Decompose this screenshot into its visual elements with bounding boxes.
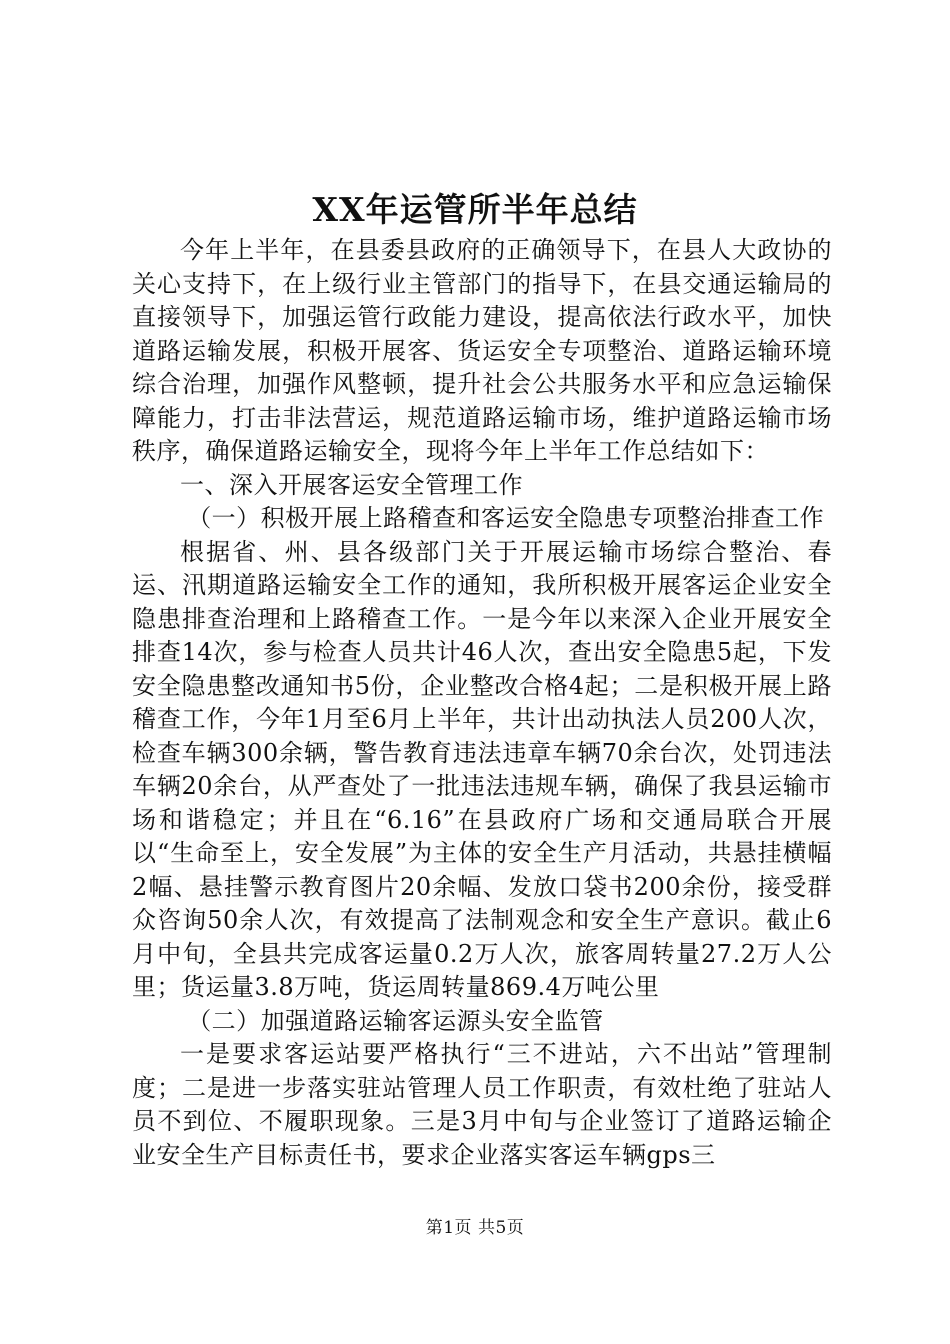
document-title: XX年运管所半年总结	[312, 190, 638, 229]
section-heading-1: 一、深入开展客运安全管理工作	[180, 470, 523, 499]
page-number-footer: 第1页 共5页	[425, 1218, 525, 1238]
document-body	[132, 234, 832, 1172]
paragraph-intro: 今年上半年，在县委县政府的正确领导下，在县人大政协的关心支持下，在上级行业主管部门的指导下，在县交通运输局的直接领导下，加强运管行政能力建设，提高依法行政水平，加快道路运输发展，积极开展客、货运安全专项整治、道路运输环境综合治理，加强作风整顿，提升社会公共服务水平和应急运输保障能力，打击非法营运，规范道路运输市场，维护道路运输市场秩序，确保道路运输安全，现将今年上半年工作总结如下：	[132, 236, 832, 465]
subsection-heading-1: （一）积极开展上路稽查和客运安全隐患专项整治排查工作	[187, 504, 825, 532]
paragraph-body-1: 根据省、州、县各级部门关于开展运输市场综合整治、春运、汛期道路运输安全工作的通知，我所积极开展客运企业安全隐患排查治理和上路稽查工作。一是今年以来深入企业开展安全排查14次，参与检查人员共计46人次，查出安全隐患5起，下发安全隐患整改通知书5份，企业整改合格4起；二是积极开展上路稽查工作，今年1月至6月上半年，共计出动执法人员200人次，检查车辆300余辆，警告教育违法违章车辆70余台次，处罚违法车辆20余台，从严查处了一批违法违规车辆，确保了我县运输市场和谐稳定；并且在“6.16”在县政府广场和交通局联合开展以“生命至上，安全发展”为主体的安全生产月活动，共悬挂横幅2幅、悬挂警示教育图片20余幅、发放口袋书200余份，接受群众咨询50余人次，有效提高了法制观念和安全生产意识。截止6月中旬，全县共完成客运量0.2万人次，旅客周转量27.2万人公里；货运量3.8万吨，货运周转量869.4万吨公里	[132, 537, 832, 1001]
subsection-heading-2: （二）加强道路运输客运源头安全监管	[187, 1006, 604, 1035]
paragraph-body-2: 一是要求客运站要严格执行“三不进站，六不出站”管理制度；二是进一步落实驻站管理人员工作职责，有效杜绝了驻站人员不到位、不履职现象。三是3月中旬与企业签订了道路运输企业安全生产目标责任书，要求企业落实客运车辆gps三	[132, 1040, 832, 1169]
